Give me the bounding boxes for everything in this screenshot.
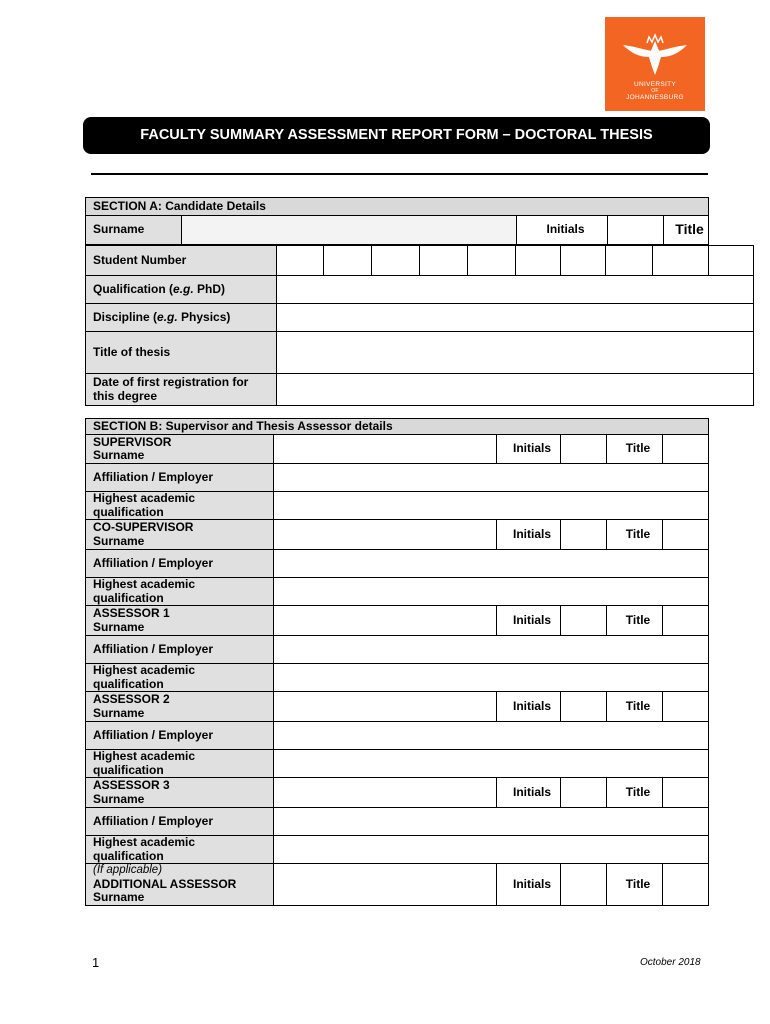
student-number-digit[interactable] [468, 246, 516, 276]
section-a-table [85, 197, 709, 245]
assessor-1-title-field[interactable] [663, 606, 709, 636]
title-label: Title [607, 435, 663, 464]
initials-label: Initials [497, 606, 561, 636]
candidate-initials-field[interactable] [608, 216, 664, 245]
affiliation-label: Affiliation / Employer [86, 722, 274, 750]
university-logo [605, 17, 705, 111]
supervisor-qualification-field[interactable] [274, 492, 709, 520]
title-label: Title [607, 520, 663, 550]
thesis-title-label: Title of thesis [86, 332, 277, 374]
affiliation-label: Affiliation / Employer [86, 464, 274, 492]
student-number-digit[interactable] [561, 246, 606, 276]
assessor-2-initials-field[interactable] [561, 692, 607, 722]
surname-label: Surname [86, 216, 182, 245]
form-title-banner: FACULTY SUMMARY ASSESSMENT REPORT FORM – DOCTORAL THESIS [83, 117, 710, 154]
assessor-2-surname-label: ASSESSOR 2 Surname [86, 692, 274, 722]
assessor-1-initials-field[interactable] [561, 606, 607, 636]
student-number-digit[interactable] [709, 246, 754, 276]
additional-assessor-title-field[interactable] [663, 864, 709, 906]
assessor-2-surname-field[interactable] [274, 692, 497, 722]
co-supervisor-qualification-field[interactable] [274, 578, 709, 606]
highest-qualification-label: Highest academic qualification [86, 664, 274, 692]
highest-qualification-label: Highest academic qualification [86, 836, 274, 864]
assessor-3-initials-field[interactable] [561, 778, 607, 808]
initials-label: Initials [497, 778, 561, 808]
co-supervisor-surname-field[interactable] [274, 520, 497, 550]
supervisor-title-field[interactable] [663, 435, 709, 464]
page-number: 1 [92, 955, 100, 970]
supervisor-surname-field[interactable] [274, 435, 497, 464]
additional-assessor-surname-label: (If applicable) ADDITIONAL ASSESSOR Surname [86, 864, 274, 906]
co-supervisor-title-field[interactable] [663, 520, 709, 550]
assessor-1-surname-label: ASSESSOR 1 Surname [86, 606, 274, 636]
supervisor-surname-label: SUPERVISOR Surname [86, 435, 274, 464]
date-first-registration-label: Date of first registration for this degree [86, 374, 277, 406]
highest-qualification-label: Highest academic qualification [86, 578, 274, 606]
student-number-digit[interactable] [606, 246, 653, 276]
co-supervisor-affiliation-field[interactable] [274, 550, 709, 578]
title-label: Title [607, 864, 663, 906]
discipline-field[interactable] [277, 304, 754, 332]
candidate-surname-field[interactable] [182, 216, 517, 245]
affiliation-label: Affiliation / Employer [86, 808, 274, 836]
divider-rule [91, 173, 708, 175]
student-number-digit[interactable] [420, 246, 468, 276]
logo-line-2: OF [651, 88, 659, 94]
student-number-label: Student Number [86, 246, 277, 276]
qualification-label: Qualification (e.g. PhD) [86, 276, 277, 304]
assessor-1-qualification-field[interactable] [274, 664, 709, 692]
student-number-digit[interactable] [372, 246, 420, 276]
section-b-table [85, 418, 709, 906]
assessor-2-qualification-field[interactable] [274, 750, 709, 778]
section-a-table-2 [85, 245, 754, 406]
additional-assessor-initials-field[interactable] [561, 864, 607, 906]
co-supervisor-surname-label: CO-SUPERVISOR Surname [86, 520, 274, 550]
student-number-digit[interactable] [653, 246, 709, 276]
student-number-digit[interactable] [324, 246, 372, 276]
assessor-3-surname-field[interactable] [274, 778, 497, 808]
logo-line-3: JOHANNESBURG [626, 94, 684, 101]
assessor-3-surname-label: ASSESSOR 3 Surname [86, 778, 274, 808]
initials-label: Initials [497, 864, 561, 906]
logo-line-1: UNIVERSITY [633, 81, 676, 88]
assessor-3-affiliation-field[interactable] [274, 808, 709, 836]
additional-assessor-surname-field[interactable] [274, 864, 497, 906]
supervisor-initials-field[interactable] [561, 435, 607, 464]
thesis-title-field[interactable] [277, 332, 754, 374]
university-crest-icon [619, 33, 691, 81]
initials-label: Initials [517, 216, 608, 245]
assessor-2-title-field[interactable] [663, 692, 709, 722]
assessor-3-qualification-field[interactable] [274, 836, 709, 864]
highest-qualification-label: Highest academic qualification [86, 750, 274, 778]
co-supervisor-initials-field[interactable] [561, 520, 607, 550]
discipline-label: Discipline (e.g. Physics) [86, 304, 277, 332]
student-number-digit[interactable] [516, 246, 561, 276]
footer-date: October 2018 [640, 957, 701, 968]
assessor-1-affiliation-field[interactable] [274, 636, 709, 664]
date-first-registration-field[interactable] [277, 374, 754, 406]
section-a-heading: SECTION A: Candidate Details [86, 198, 709, 216]
qualification-field[interactable] [277, 276, 754, 304]
title-label: Title [607, 606, 663, 636]
initials-label: Initials [497, 435, 561, 464]
supervisor-affiliation-field[interactable] [274, 464, 709, 492]
affiliation-label: Affiliation / Employer [86, 550, 274, 578]
initials-label: Initials [497, 520, 561, 550]
title-label: Title [607, 692, 663, 722]
title-label: Title [607, 778, 663, 808]
affiliation-label: Affiliation / Employer [86, 636, 274, 664]
assessor-2-affiliation-field[interactable] [274, 722, 709, 750]
highest-qualification-label: Highest academic qualification [86, 492, 274, 520]
initials-label: Initials [497, 692, 561, 722]
assessor-3-title-field[interactable] [663, 778, 709, 808]
title-label: Title [664, 216, 709, 245]
section-b-heading: SECTION B: Supervisor and Thesis Assessor details [86, 419, 709, 435]
assessor-1-surname-field[interactable] [274, 606, 497, 636]
student-number-digit[interactable] [277, 246, 324, 276]
